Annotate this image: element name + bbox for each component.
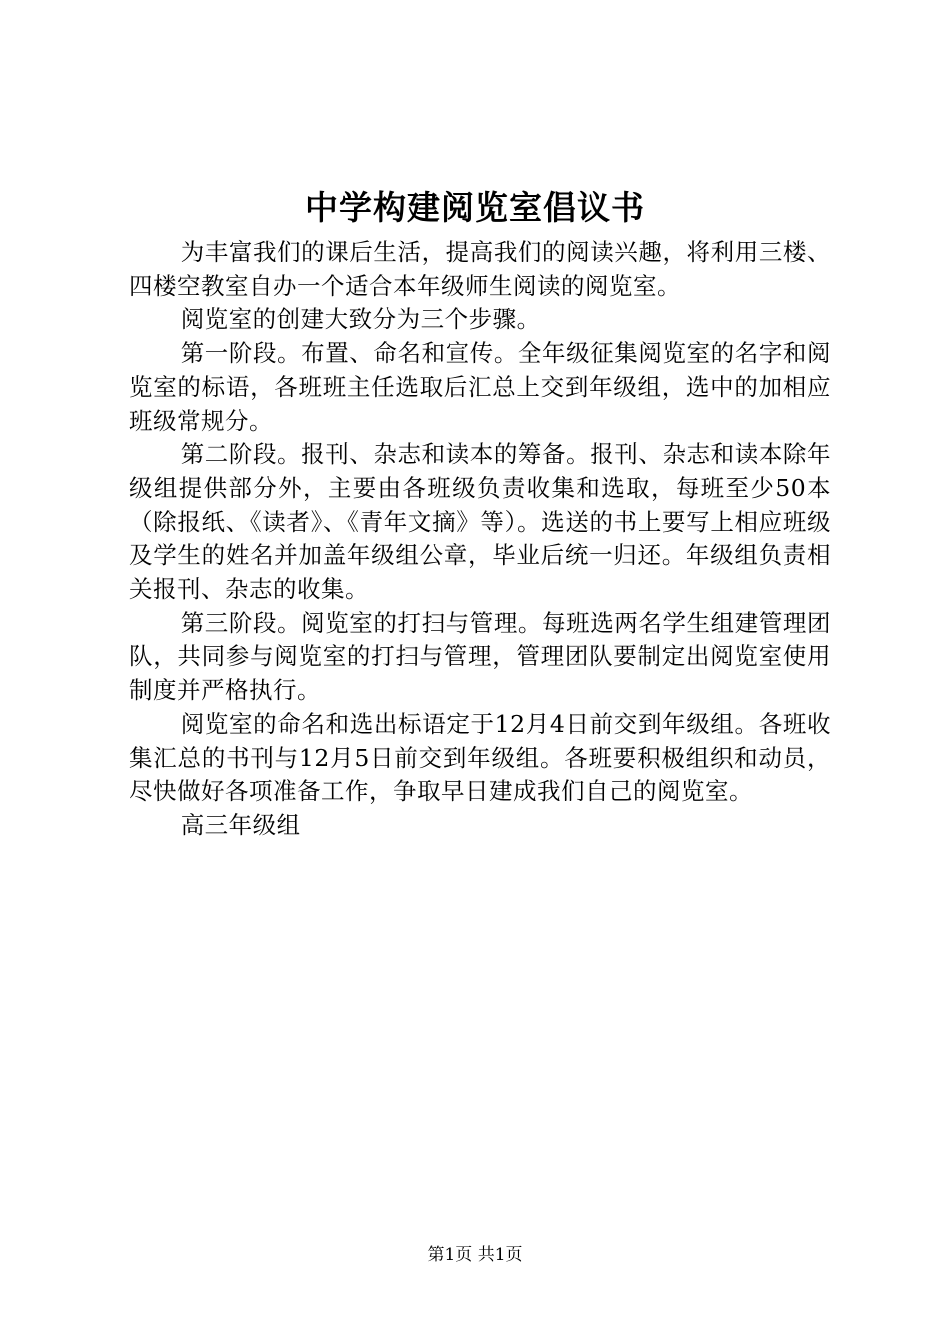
paragraph-intro: 为丰富我们的课后生活，提高我们的阅读兴趣，将利用三楼、四楼空教室自办一个适合本年级师生阅读的阅览室。 [129, 238, 831, 300]
paragraph-stage-two: 第二阶段。报刊、杂志和读本的筹备。报刊、杂志和读本除年级组提供部分外，主要由各班级负责收集和选取，每班至少50本（除报纸、《读者》、《青年文摘》等）。选送的书上要写上相应班级及学生的姓名并加盖年级组公章，毕业后统一归还。年级组负责相关报刊、杂志的收集。 [129, 440, 831, 604]
paragraph-stage-one: 第一阶段。布置、命名和宣传。全年级征集阅览室的名字和阅览室的标语，各班班主任选取后汇总上交到年级组，选中的加相应班级常规分。 [129, 339, 831, 435]
paragraph-stage-three: 第三阶段。阅览室的打扫与管理。每班选两名学生组建管理团队，共同参与阅览室的打扫与管理，管理团队要制定出阅览室使用制度并严格执行。 [129, 608, 831, 705]
page-number-footer: 第1页 共1页 [427, 1245, 523, 1265]
document-title: 中学构建阅览室倡议书 [305, 188, 645, 227]
paragraph-steps-overview: 阅览室的创建大致分为三个步骤。 [180, 305, 541, 334]
paragraph-deadlines: 阅览室的命名和选出标语定于12月4日前交到年级组。各班收集汇总的书刊与12月5日前交到年级组。各班要积极组织和动员，尽快做好各项准备工作，争取早日建成我们自己的阅览室。 [129, 709, 831, 806]
document-body [129, 236, 831, 843]
signature: 高三年级组 [180, 810, 301, 839]
